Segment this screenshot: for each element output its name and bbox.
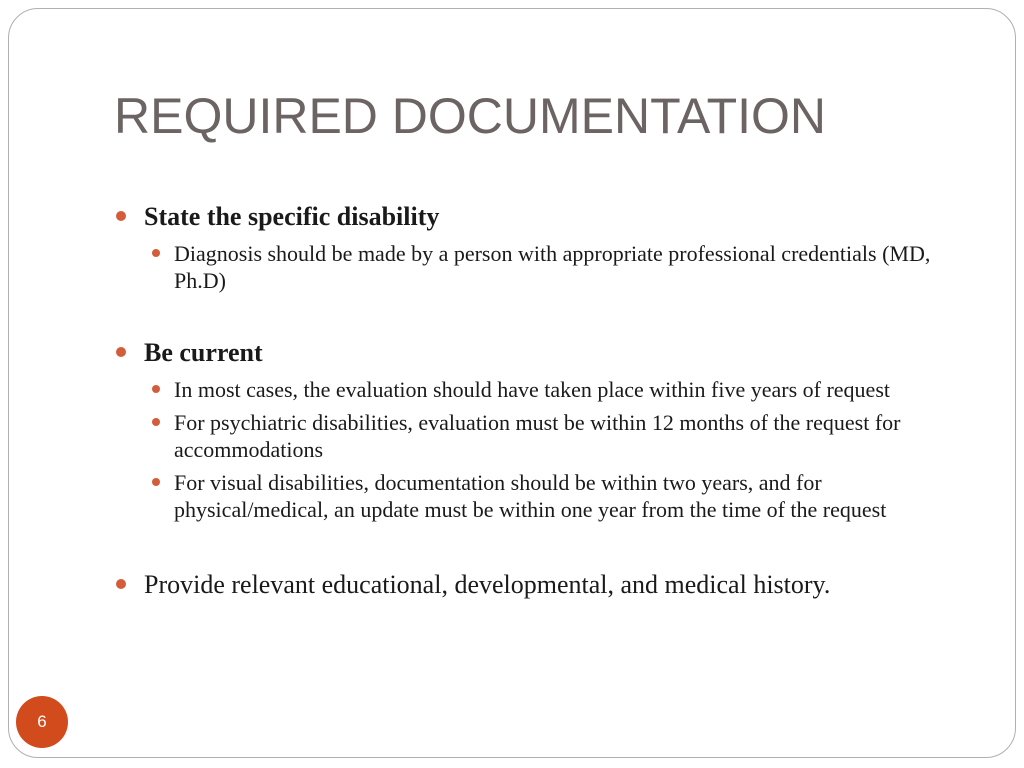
sub-bullet-text: Diagnosis should be made by a person with appropriate professional credentials (MD, Ph.D)	[174, 241, 931, 293]
sub-bullet-diagnosis	[144, 240, 944, 294]
sub-bullet-five-years	[144, 376, 944, 403]
bullet-state-specific-disability	[114, 200, 944, 234]
slide-body	[114, 200, 944, 602]
sub-bullet-dot-icon	[152, 385, 160, 393]
sub-bullet-text: In most cases, the evaluation should have taken place within five years of request	[174, 377, 890, 402]
bullet-text: Provide relevant educational, developmental, and medical history.	[144, 570, 831, 599]
sub-bullet-dot-icon	[152, 478, 160, 486]
bullet-dot-icon	[116, 347, 126, 357]
bullet-relevant-history	[114, 568, 944, 602]
sub-bullet-text: For visual disabilities, documentation should be within two years, and for physical/medical, an update must be within one year from the time of the request	[174, 470, 887, 522]
bullet-dot-icon	[116, 579, 126, 589]
sub-bullet-dot-icon	[152, 249, 160, 257]
sub-bullet-text: For psychiatric disabilities, evaluation must be within 12 months of the request for accommodations	[174, 410, 901, 462]
bullet-text: Be current	[144, 338, 263, 367]
bullet-dot-icon	[116, 211, 126, 221]
page-number-badge: 6	[16, 696, 68, 748]
bullet-be-current	[114, 336, 944, 370]
sub-bullet-dot-icon	[152, 418, 160, 426]
sub-bullet-visual	[144, 469, 944, 523]
sub-bullet-psychiatric	[144, 409, 944, 463]
bullet-text: State the specific disability	[144, 202, 440, 231]
slide-title: REQUIRED DOCUMENTATION	[114, 88, 827, 144]
